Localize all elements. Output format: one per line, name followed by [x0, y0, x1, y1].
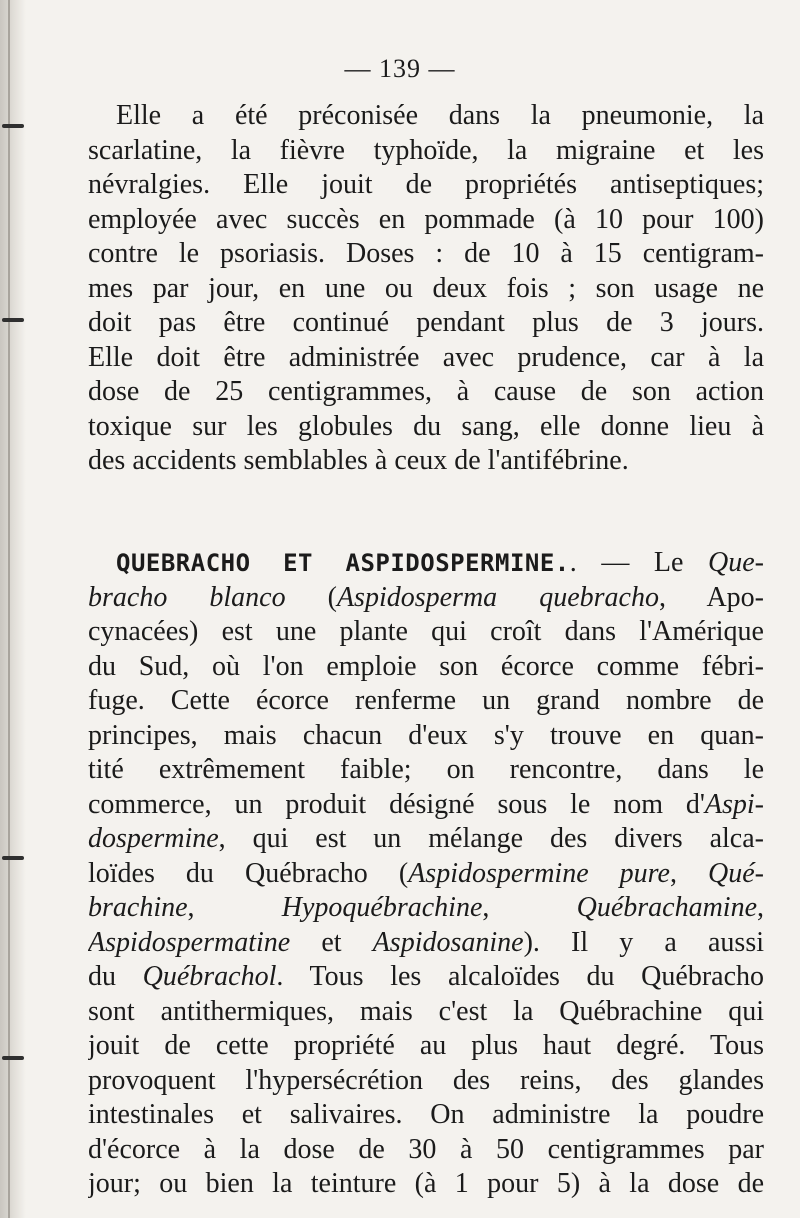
text-fragment: loïdes du Québracho (	[88, 857, 409, 889]
text-fragment: ,	[482, 892, 577, 923]
text-line: provoquent l'hypersécrétion des reins, des glandes	[88, 1064, 764, 1096]
text-fragment: commerce, un produit désigné sous le nom d'	[88, 788, 705, 820]
text-line: fuge. Cette écorce renferme un grand nombre de	[88, 685, 764, 716]
text-line: sont antithermiques, mais c'est la Québrachine qui	[88, 995, 764, 1027]
text-line: d'écorce à la dose de 30 à 50 centigrammes par	[88, 1133, 764, 1165]
gutter-line	[8, 0, 10, 1218]
italic-term: Aspidosanine	[372, 926, 524, 958]
text-fragment: et	[290, 926, 373, 958]
text-line: Elle doit être administrée avec prudence, car à la	[88, 341, 764, 373]
text-fragment: . Tous les alcaloïdes du Québracho	[276, 961, 764, 992]
italic-term: Aspidosperma quebracho	[336, 581, 659, 613]
text-fragment: du	[88, 961, 143, 992]
page-number: — 139 —	[344, 54, 456, 83]
text-line: dose de 25 centigrammes, à cause de son action	[88, 376, 764, 407]
text-line	[88, 788, 764, 823]
italic-term: Aspi-	[704, 788, 764, 820]
italic-term: bracho blanco	[88, 581, 286, 613]
text-fragment: ,	[187, 892, 282, 923]
text-fragment: ). Il y a aussi	[523, 926, 764, 958]
text-line: névralgies. Elle jouit de propriétés antiseptiques;	[88, 169, 764, 200]
text-line	[88, 581, 764, 616]
italic-term: Québrachamine	[576, 892, 758, 923]
text-line: du Sud, où l'on emploie son écorce comme fébri-	[88, 650, 764, 682]
italic-term: Que-	[708, 547, 764, 578]
text-line: intestinales et salivaires. On administre la poudre	[88, 1099, 764, 1130]
binding-stitch	[2, 124, 24, 128]
text-line: employée avec succès en pommade (à 10 pour 100)	[88, 203, 764, 235]
text-line: jouit de cette propriété au plus haut degré. Tous	[88, 1030, 764, 1061]
text-line: scarlatine, la fièvre typhoïde, la migraine et les	[88, 134, 764, 166]
paragraph-pharmacology-continued	[88, 99, 764, 479]
text-line: principes, mais chacun d'eux s'y trouve en quan-	[88, 719, 764, 751]
binding-stitch	[2, 856, 24, 860]
text-line: jour; ou bien la teinture (à 1 pour 5) à la dose de	[88, 1168, 764, 1199]
italic-term: brachine	[88, 892, 188, 923]
italic-term: Québrachol	[142, 961, 277, 992]
text-fragment: . — Le	[569, 547, 709, 578]
text-line: des accidents semblables à ceux de l'antifébrine.	[88, 445, 629, 476]
text-line: tité extrêmement faible; on rencontre, dans le	[88, 754, 764, 785]
text-line: mes par jour, en une ou deux fois ; son usage ne	[88, 272, 764, 304]
binding-stitch	[2, 318, 24, 322]
binding-stitch	[2, 1056, 24, 1060]
italic-term: dospermine	[88, 823, 219, 854]
text-line: contre le psoriasis. Doses : de 10 à 15 centigram-	[88, 238, 764, 269]
italic-term: Aspidospermine pure	[408, 857, 670, 889]
text-line	[88, 546, 764, 581]
section-heading: QUEBRACHO ET ASPIDOSPERMINE.	[116, 549, 570, 577]
text-fragment: , qui est un mélange des divers alca-	[218, 823, 764, 854]
text-line	[88, 891, 764, 926]
text-line	[88, 857, 764, 892]
text-fragment: (	[285, 581, 337, 613]
italic-term: Aspidospermatine	[88, 926, 291, 958]
text-fragment: ,	[669, 857, 709, 889]
text-line: cynacées) est une plante qui croît dans l'Amérique	[88, 616, 764, 647]
text-line	[88, 822, 764, 857]
text-line: toxique sur les globules du sang, elle donne lieu à	[88, 410, 764, 442]
paragraph-quebracho	[88, 546, 764, 1202]
text-fragment: ,	[757, 892, 764, 923]
text-line	[88, 926, 764, 961]
text-fragment: , Apo-	[658, 581, 764, 613]
text-line	[88, 960, 764, 995]
italic-term: Hypoquébrachine	[281, 892, 483, 923]
text-line: doit pas être continué pendant plus de 3 jours.	[88, 307, 764, 338]
binding-gutter	[0, 0, 26, 1218]
italic-term: Qué-	[708, 857, 764, 889]
text-line: Elle a été préconisée dans la pneumonie, la	[116, 100, 764, 131]
